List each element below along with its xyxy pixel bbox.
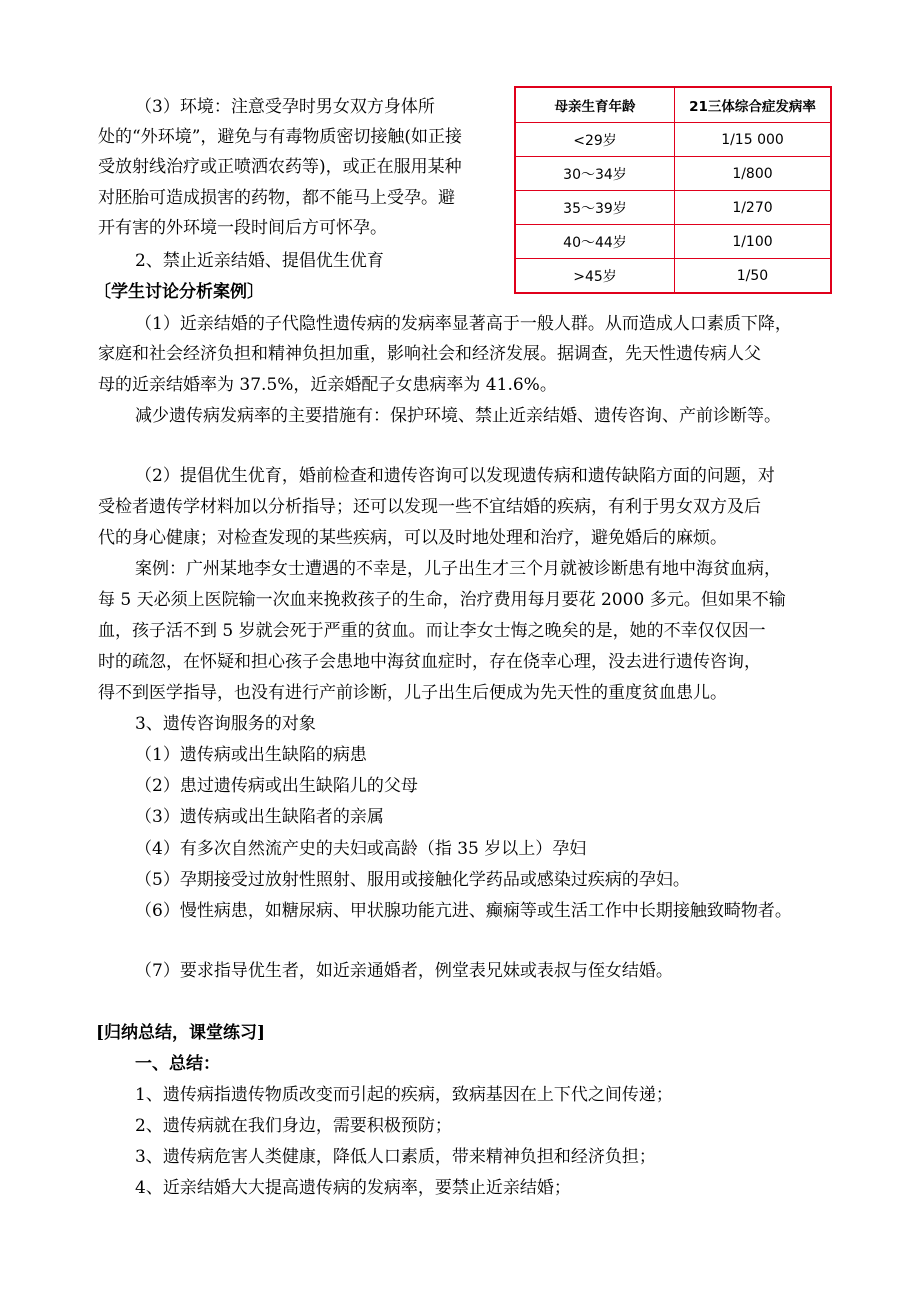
intro-line: 处的“外环境”，避免与有毒物质密切接触(如正接 [98, 127, 463, 147]
table-header-row [515, 87, 831, 123]
table-row [515, 259, 831, 294]
table-row [515, 191, 831, 225]
list-item: （2）患过遗传病或出生缺陷儿的父母 [135, 776, 418, 796]
table-row [515, 123, 831, 157]
table-header-age: 母亲生育年龄 [515, 87, 675, 123]
table-cell-age: >45岁 [515, 259, 675, 294]
incidence-table [514, 86, 832, 294]
paragraph-line: 受检者遗传学材料加以分析指导；还可以发现一些不宜结婚的疾病，有利于男女双方及后 [98, 497, 761, 517]
summary-item: 2、遗传病就在我们身边，需要积极预防； [135, 1116, 452, 1136]
list-item: （7）要求指导优生者，如近亲通婚者，例堂表兄妹或表叔与侄女结婚。 [135, 961, 673, 981]
paragraph-line: （1）近亲结婚的子代隐性遗传病的发病率显著高于一般人群。从而造成人口素质下降， [135, 314, 792, 334]
summary-item: 4、近亲结婚大大提高遗传病的发病率，要禁止近亲结婚； [135, 1178, 571, 1198]
table-cell-rate: 1/800 [675, 157, 832, 191]
table-cell-age: 40～44岁 [515, 225, 675, 259]
section3-title: 3、遗传咨询服务的对象 [135, 714, 316, 734]
paragraph-line: （2）提倡优生优育，婚前检查和遗传咨询可以发现遗传病和遗传缺陷方面的问题，对 [135, 466, 775, 486]
paragraph-line: 家庭和社会经济负担和精神负担加重，影响社会和经济发展。据调查，先天性遗传病人父 [98, 344, 761, 364]
paragraph-line: 代的身心健康；对检查发现的某些疾病，可以及时地处理和治疗，避免婚后的麻烦。 [98, 528, 727, 548]
table-cell-rate: 1/100 [675, 225, 832, 259]
table-cell-age: 30～34岁 [515, 157, 675, 191]
summary-item: 3、遗传病危害人类健康，降低人口素质，带来精神负担和经济负担； [135, 1147, 656, 1167]
discussion-heading: 〔学生讨论分析案例〕 [94, 282, 264, 302]
table-cell-rate: 1/15 000 [675, 123, 832, 157]
table-row [515, 157, 831, 191]
list-item: （6）慢性病患，如糖尿病、甲状腺功能亢进、癫痫等或生活工作中长期接触致畸物者。 [135, 901, 792, 921]
intro-line: 开有害的外环境一段时间后方可怀孕。 [98, 218, 387, 238]
list-item: （1）遗传病或出生缺陷的病患 [135, 745, 367, 765]
table-row [515, 225, 831, 259]
paragraph-line: 母的近亲结婚率为 37.5%，近亲婚配子女患病率为 41.6%。 [98, 375, 557, 395]
intro-line: （3）环境：注意受孕时男女双方身体所 [135, 97, 435, 117]
summary-heading: [归纳总结，课堂练习] [96, 1023, 266, 1043]
table-cell-rate: 1/270 [675, 191, 832, 225]
table-header-rate: 21三体综合症发病率 [675, 87, 832, 123]
table-cell-rate: 1/50 [675, 259, 832, 294]
case-line: 时的疏忽，在怀疑和担心孩子会患地中海贫血症时，存在侥幸心理，没去进行遗传咨询， [98, 652, 761, 672]
case-line: 每 5 天必须上医院输一次血来挽救孩子的生命，治疗费用每月要花 2000 多元。但如果不输 [98, 590, 786, 610]
case-line: 得不到医学指导，也没有进行产前诊断，儿子出生后便成为先天性的重度贫血患儿。 [98, 683, 727, 703]
case-line: 案例：广州某地李女士遭遇的不幸是，儿子出生才三个月就被诊断患有地中海贫血病， [135, 559, 781, 579]
summary-item: 1、遗传病指遗传物质改变而引起的疾病，致病基因在上下代之间传递； [135, 1085, 673, 1105]
section2-title: 2、禁止近亲结婚、提倡优生优育 [135, 251, 384, 271]
case-line: 血，孩子活不到 5 岁就会死于严重的贫血。而让李女士悔之晚矣的是，她的不幸仅仅因一 [98, 621, 766, 641]
list-item: （4）有多次自然流产史的夫妇或高龄（指 35 岁以上）孕妇 [135, 839, 587, 859]
intro-line: 对胚胎可造成损害的药物，都不能马上受孕。避 [98, 188, 455, 208]
summary-subheading: 一、总结： [135, 1054, 220, 1074]
intro-line: 受放射线治疗或正喷洒农药等)，或正在服用某种 [98, 157, 462, 177]
list-item: （3）遗传病或出生缺陷者的亲属 [135, 807, 384, 827]
list-item: （5）孕期接受过放射性照射、服用或接触化学药品或感染过疾病的孕妇。 [135, 870, 690, 890]
table-cell-age: <29岁 [515, 123, 675, 157]
table-cell-age: 35～39岁 [515, 191, 675, 225]
paragraph-line: 减少遗传病发病率的主要措施有：保护环境、禁止近亲结婚、遗传咨询、产前诊断等。 [135, 406, 781, 426]
